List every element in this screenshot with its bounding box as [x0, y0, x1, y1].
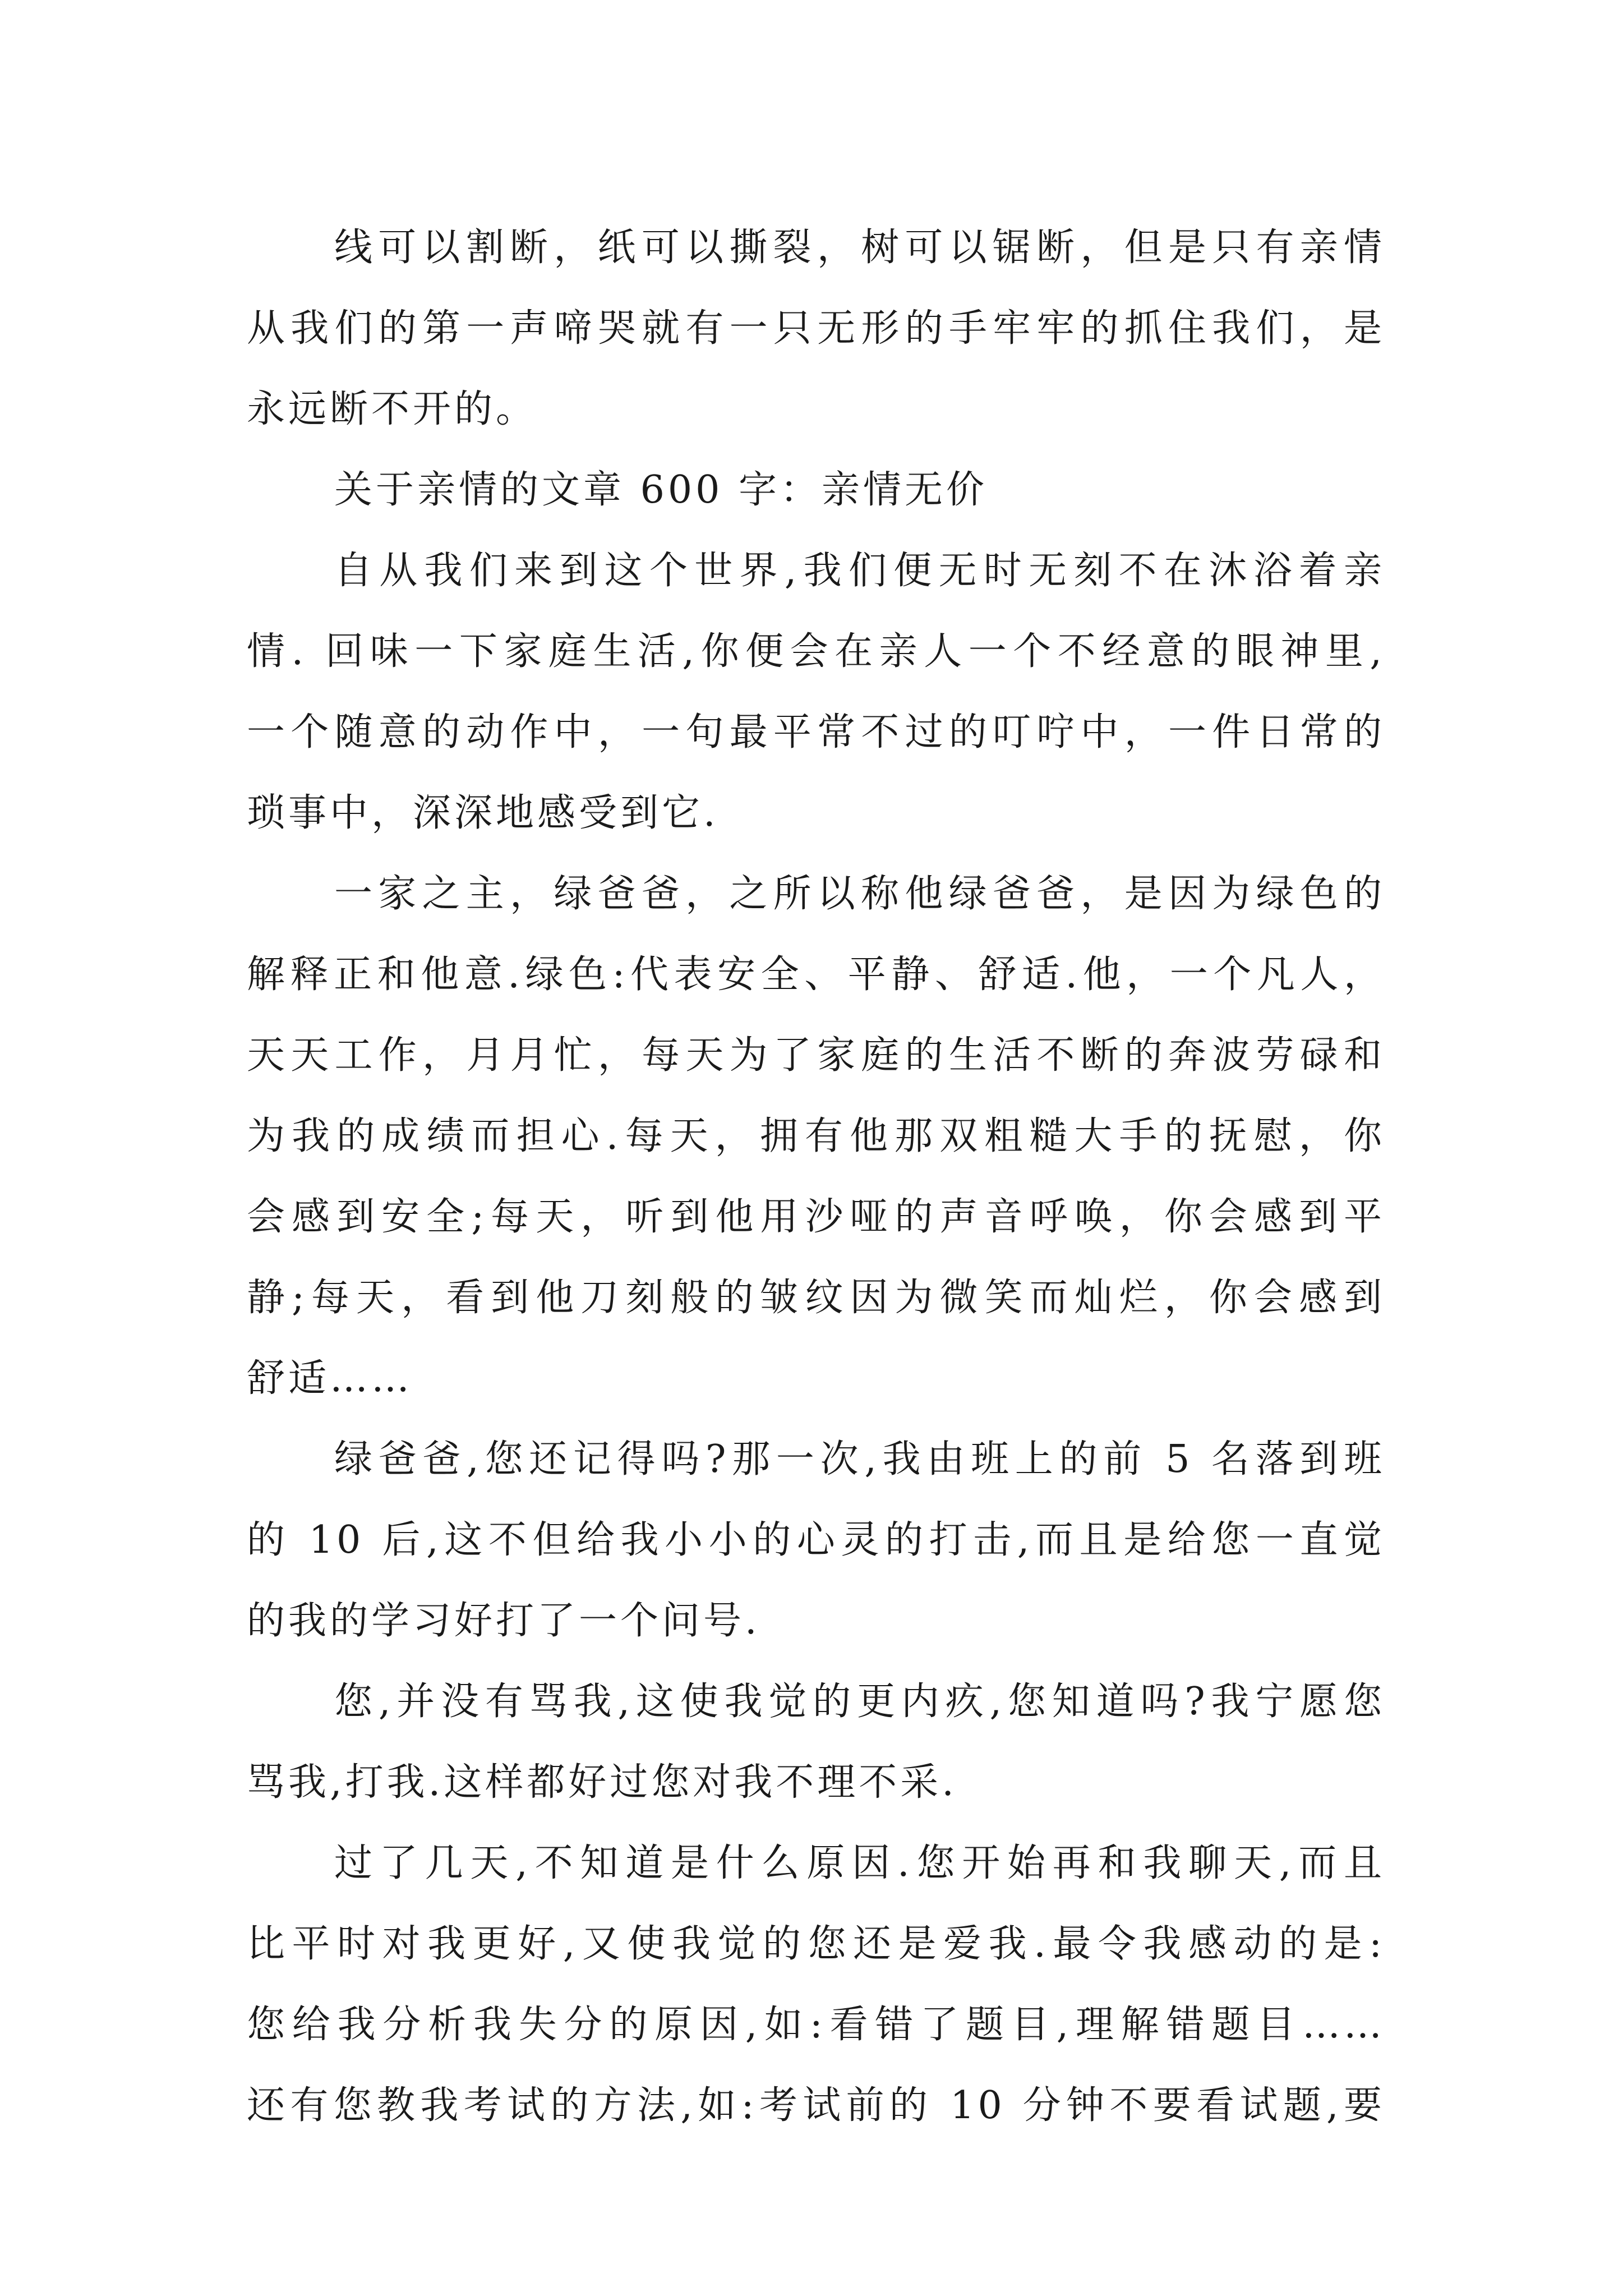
text-line: 会感到安全;每天，听到他用沙哑的声音呼唤，你会感到平: [247, 1195, 1385, 1239]
text-line: 骂我,打我.这样都好过您对我不理不采.: [247, 1760, 957, 1805]
text-line: 琐事中，深深地感受到它.: [247, 791, 719, 835]
text-line: 一个随意的动作中，一句最平常不过的叮咛中，一件日常的: [247, 710, 1385, 754]
text-line: 比平时对我更好,又使我觉的您还是爱我.最令我感动的是:: [247, 1922, 1385, 1966]
document-body: [247, 208, 1385, 2146]
text-line: 永远断不开的。: [247, 387, 538, 431]
text-line: 为我的成绩而担心.每天，拥有他那双粗糙大手的抚慰，你: [247, 1114, 1385, 1158]
section-heading: [247, 450, 1385, 531]
text-line: 舒适……: [247, 1356, 413, 1401]
paragraph-3: [247, 854, 1385, 1419]
text-line: 一家之主，绿爸爸，之所以称他绿爸爸，是因为绿色的: [334, 872, 1385, 916]
text-line: 线可以割断，纸可以撕裂，树可以锯断，但是只有亲情: [334, 226, 1385, 270]
text-line: 您给我分析我失分的原因,如:看错了题目,理解错题目……: [247, 2003, 1385, 2047]
paragraph-6: [247, 1823, 1385, 2146]
text-line: 的 10 后,这不但给我小小的心灵的打击,而且是给您一直觉: [247, 1518, 1385, 1562]
text-line: 解释正和他意.绿色:代表安全、平静、舒适.他，一个凡人，: [247, 953, 1385, 997]
paragraph-2: [247, 531, 1385, 854]
text-line: 从我们的第一声啼哭就有一只无形的手牢牢的抓住我们，是: [247, 306, 1385, 351]
paragraph-4: [247, 1419, 1385, 1662]
heading-line: 关于亲情的文章 600 字：亲情无价: [334, 468, 988, 512]
text-line: 情. 回味一下家庭生活,你便会在亲人一个不经意的眼神里,: [247, 629, 1385, 674]
text-line: 还有您教我考试的方法,如:考试前的 10 分钟不要看试题,要: [247, 2083, 1385, 2128]
text-line: 自从我们来到这个世界,我们便无时无刻不在沐浴着亲: [334, 549, 1385, 593]
paragraph-5: [247, 1662, 1385, 1823]
text-line: 过了几天,不知道是什么原因.您开始再和我聊天,而且: [334, 1841, 1385, 1885]
text-line: 静;每天，看到他刀刻般的皱纹因为微笑而灿烂，你会感到: [247, 1276, 1385, 1320]
paragraph-1: [247, 208, 1385, 450]
text-line: 绿爸爸,您还记得吗?那一次,我由班上的前 5 名落到班: [334, 1437, 1385, 1481]
text-line: 天天工作，月月忙，每天为了家庭的生活不断的奔波劳碌和: [247, 1033, 1385, 1078]
text-line: 的我的学习好打了一个问号.: [247, 1599, 760, 1643]
text-line: 您,并没有骂我,这使我觉的更内疚,您知道吗?我宁愿您: [334, 1680, 1385, 1724]
